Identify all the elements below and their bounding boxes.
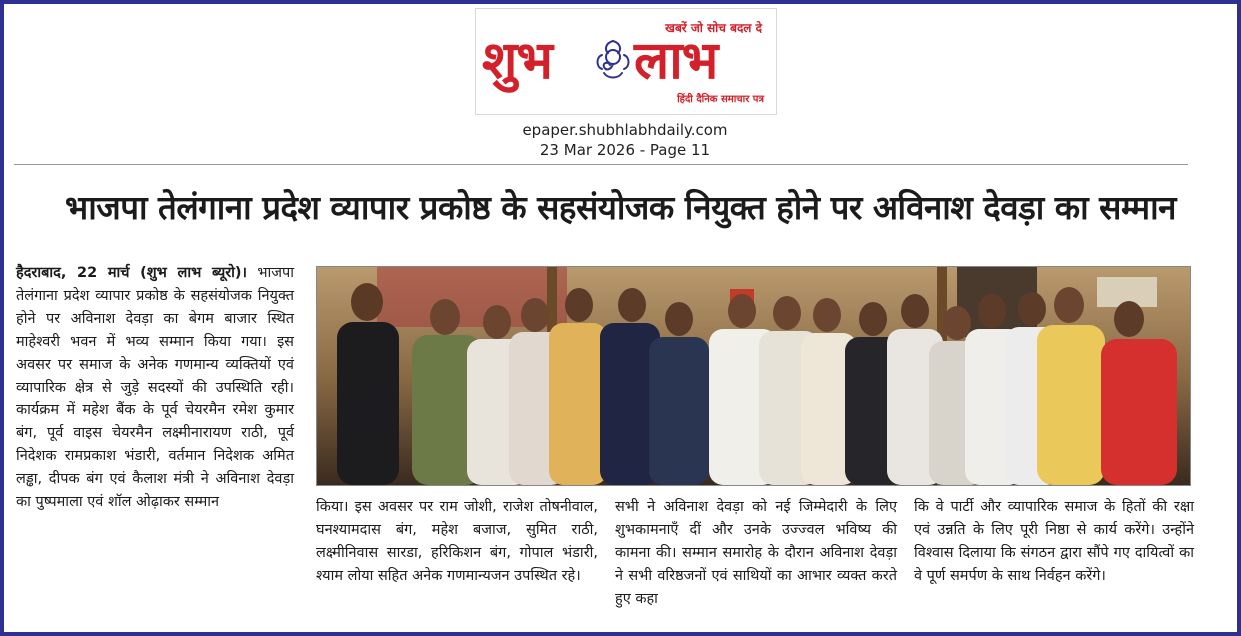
header-divider (14, 164, 1188, 165)
ganesha-icon (594, 37, 632, 81)
epaper-url[interactable]: epaper.shubhlabhdaily.com (522, 121, 728, 139)
article-dateline: हैदराबाद, 22 मार्च (शुभ लाभ ब्यूरो)। (16, 265, 248, 281)
article-column-1 (16, 262, 294, 514)
logo-text-right: लाभ (634, 31, 718, 91)
masthead-tagline: खबरें जो सोच बदल दे (665, 21, 762, 35)
article-headline: भाजपा तेलंगाना प्रदेश व्यापार प्रकोष्ठ के सहसंयोजक नियुक्त होने पर अविनाश देवड़ा का सम्मान (65, 188, 1176, 227)
article-column-4: कि वे पार्टी और व्यापारिक समाज के हितों की रक्षा एवं उन्नति के लिए पूरी निष्ठा से कार्य करेंगे। उन्होंने विश्वास दिलाया कि संगठन द्वारा सौंपे गए दायित्वों का वे पूर्ण समर्पण के साथ निर्वहन करेंगे। (914, 499, 1194, 584)
masthead (475, 8, 777, 115)
edition-date-page: 23 Mar 2026 - Page 11 (539, 141, 711, 159)
logo-text-left: शुभ (482, 31, 552, 91)
masthead-subline: हिंदी दैनिक समाचार पत्र (677, 94, 764, 105)
article-photo (316, 266, 1191, 486)
article-column-2: किया। इस अवसर पर राम जोशी, राजेश तोषनीवाल, घनश्यामदास बंग, महेश बजाज, सुमित राठी, लक्ष्मीनिवास सारडा, हरिकिशन बंग, गोपाल भंडारी, श्याम लोया सहित अनेक गणमान्यजन उपस्थित रहे। (316, 499, 598, 584)
article-body-part-1: भाजपा तेलंगाना प्रदेश व्यापार प्रकोष्ठ के सहसंयोजक नियुक्त होने पर अविनाश देवड़ा का बेगम बाजार स्थित माहेश्वरी भवन में भव्य सम्मान किया गया। इस अवसर पर समाज के अनेक गणमान्य व्यक्तियों एवं व्यापारिक क्षेत्र से जुड़े सदस्यों की उपस्थिति रही। कार्यक्रम में महेश बैंक के पूर्व चेयरमैन रमेश कुमार बंग, पूर्व वाइस चेयरमैन लक्ष्मीनारायण राठी, पूर्व निदेशक रामप्रकाश भंडारी, वर्तमान निदेशक अमित लड्ढा, दीपक बंग एवं कैलाश मंत्री ने अविनाश देवड़ा का पुष्पमाला एवं शॉल ओढ़ाकर सम्मान (16, 265, 295, 511)
article-column-3: सभी ने अविनाश देवड़ा को नई जिम्मेदारी के लिए शुभकामनाएँ दीं और उनके उज्ज्वल भविष्य की कामना की। सम्मान समारोह के दौरान अविनाश देवड़ा ने सभी वरिष्ठजनों एवं साथियों का आभार व्यक्त करते हुए कहा (615, 499, 897, 607)
